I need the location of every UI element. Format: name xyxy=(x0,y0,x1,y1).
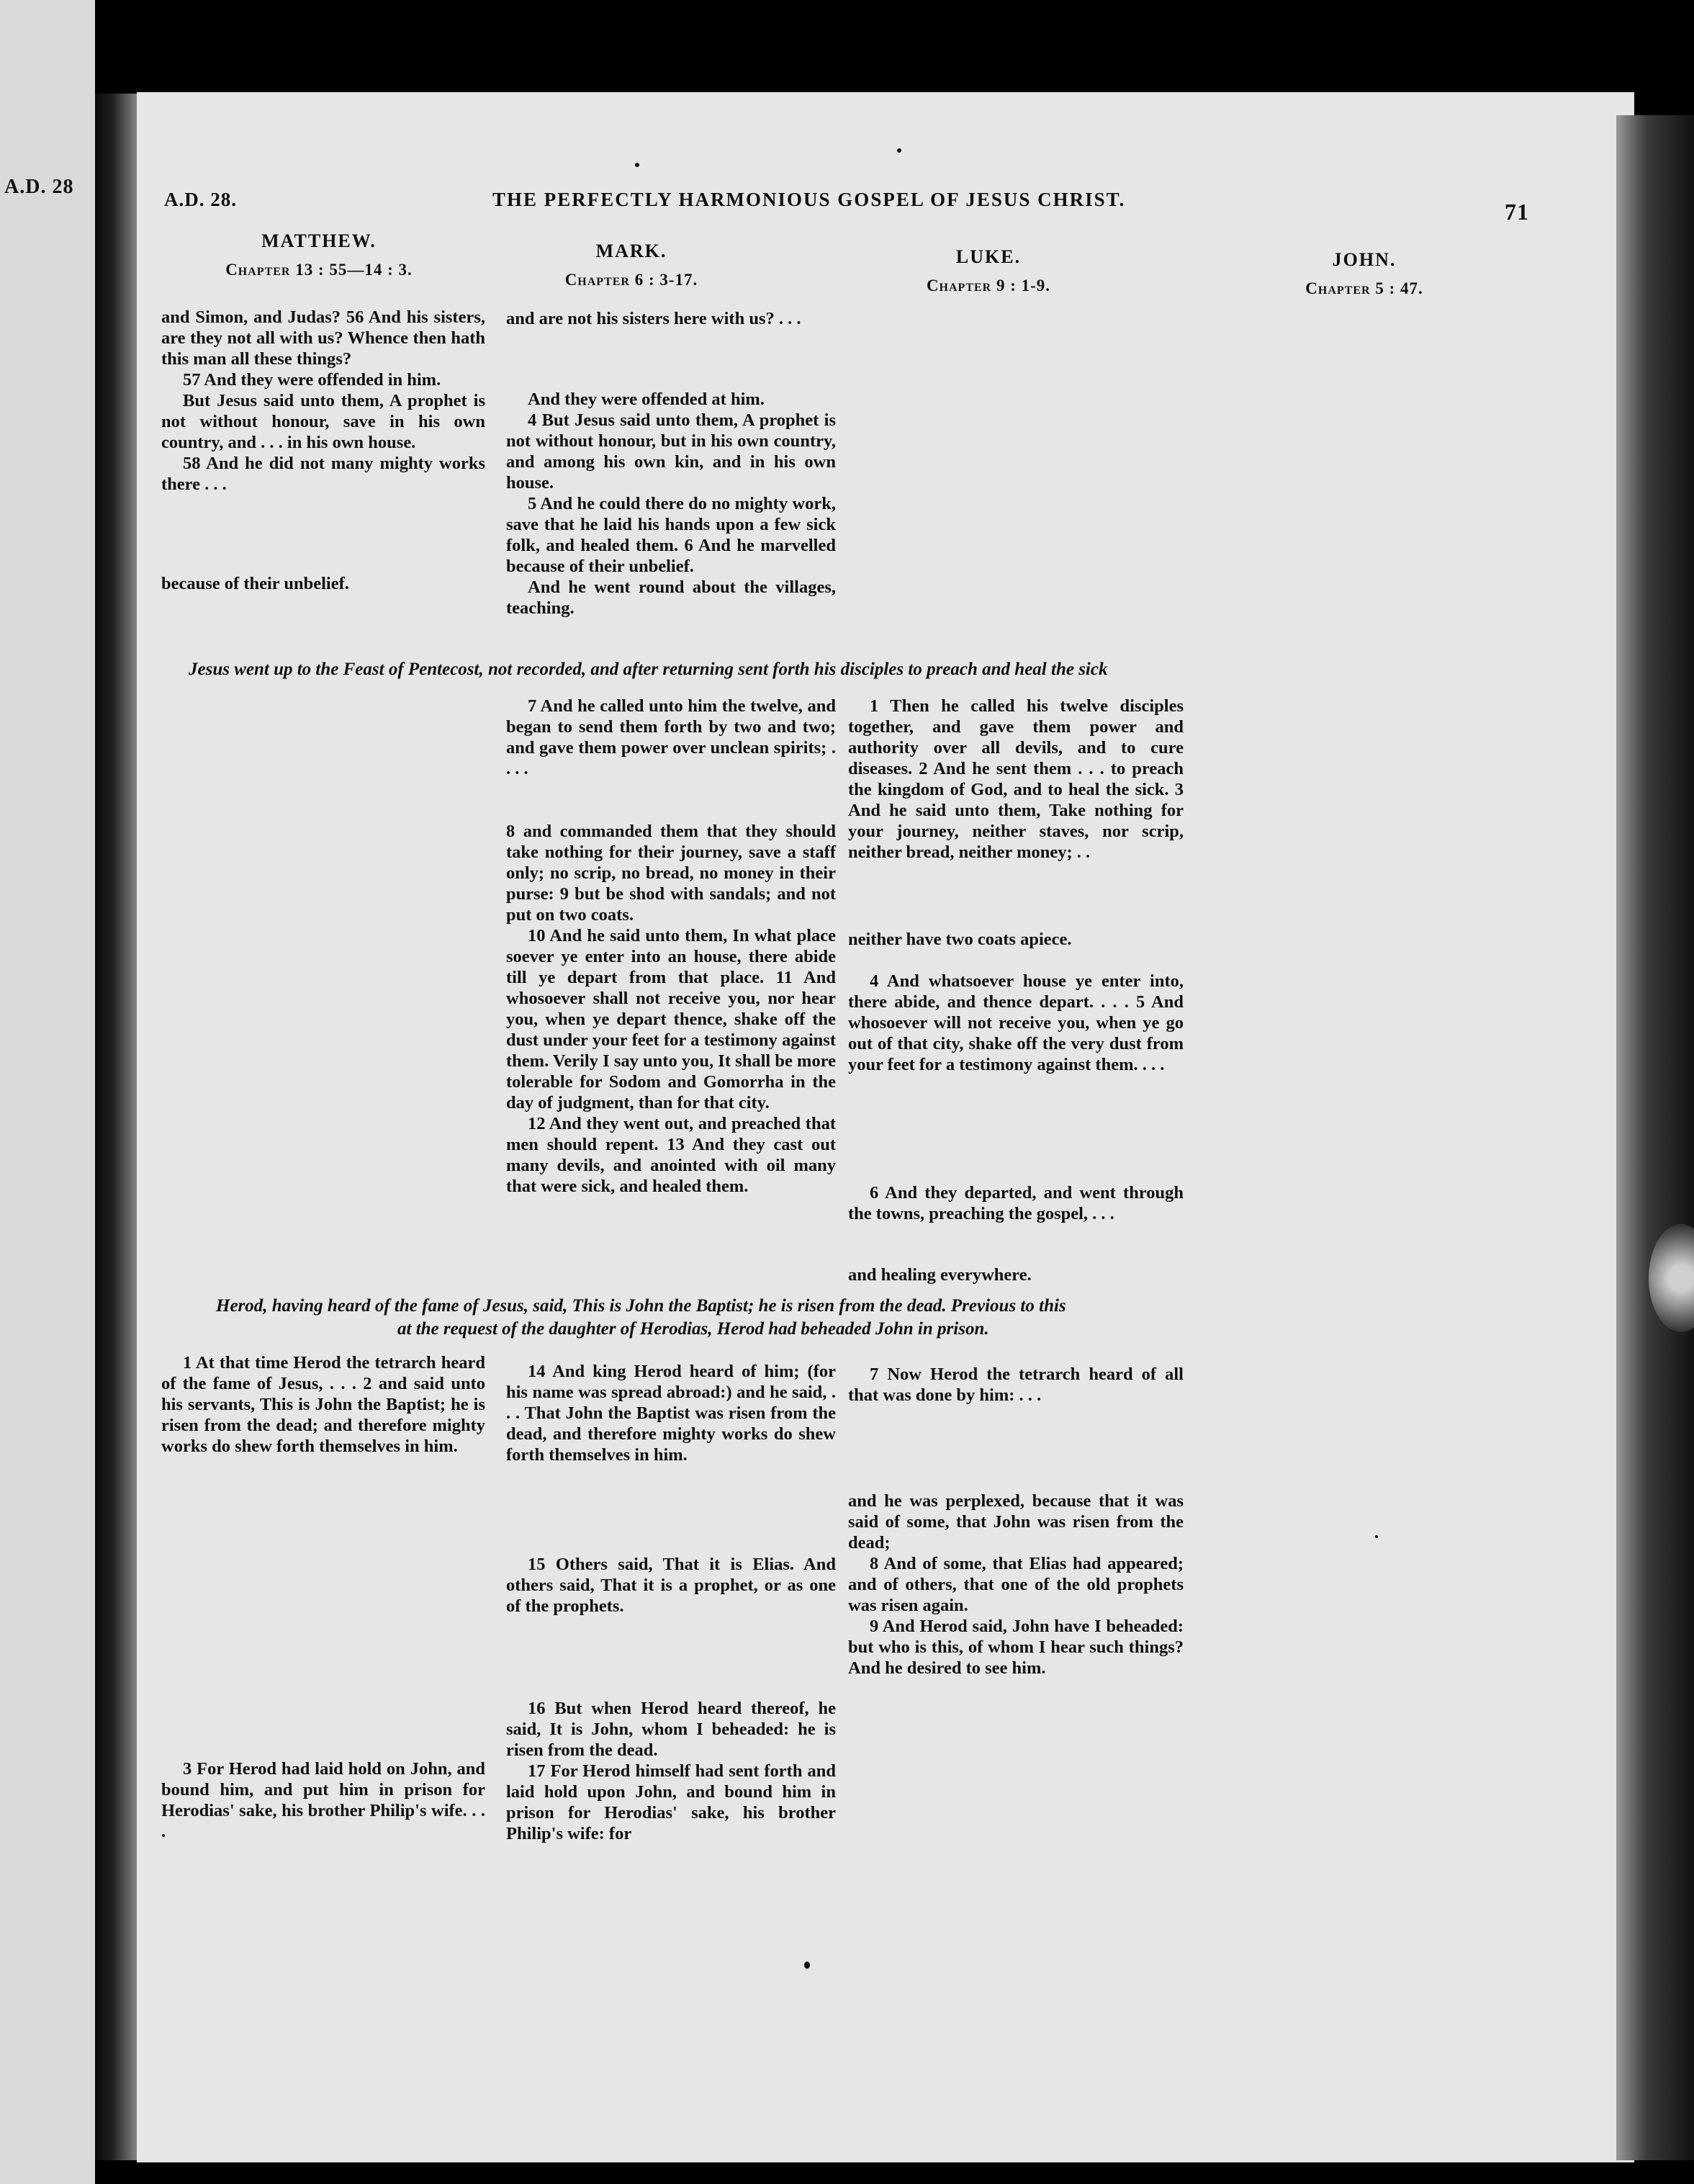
gospel-name: MATTHEW. xyxy=(261,230,377,251)
mark-passage-3c: 16 But when Herod heard thereof, he said, It is John, whom I beheaded: he is risen from the dead. 17 For Herod himself had sent forth and laid hold upon John, and bound him in prison for Herodias' sake, his brother Philip's wife: for xyxy=(506,1699,836,1843)
section-heading-herod-line-1: Herod, having heard of the fame of Jesus, said, This is John the Baptist; he is risen from the dead. Previous to this xyxy=(216,1296,1066,1316)
mark-passage-2a: 7 And he called unto him the twelve, and began to send them forth by two and two; and gave them power over unclean spirits; . . . . xyxy=(506,696,836,778)
chapter-ref: Chapter 13 : 55—14 : 3. xyxy=(225,261,413,279)
luke-passage-2a: 1 Then he called his twelve disciples together, and gave them power and authority over all devils, and to cure diseases. 2 And he sent them . . . to preach the kingdom of God, and to heal the sick. 3 And he said unto them, Take nothing for your journey, neither staves, nor scrip, neither bread, neither money; . . xyxy=(848,696,1184,862)
mark-passage-3a: 14 And king Herod heard of him; (for his name was spread abroad:) and he said, . . . That John the Baptist was risen from the dead, and therefore mighty works do shew forth themselves in him. xyxy=(506,1362,836,1465)
column-head-mark xyxy=(491,241,772,289)
matthew-passage-3a: 1 At that time Herod the tetrarch heard of the fame of Jesus, . . . 2 and said unto his servants, This is John the Baptist; he is risen from the dead; and therefore mighty works do shew forth themselves in him. xyxy=(161,1353,485,1456)
mark-passage-2b: 8 and commanded them that they should take nothing for their journey, save a staff only; no scrip, no bread, no money in their purse: 9 but be shod with sandals; and not put on two coats. 10 And he said unto them, In what place soever ye enter into an house, there abide till ye depart from that place. 11 And whosoever shall not receive you, nor hear you, when ye depart thence, shake off the dust under your feet for a testimony against them. Verily I say unto you, It shall be more tolerable for Sodom and Gomorrha in the day of judgment, than for that city. 12 And they went out, and preached that men should repent. 13 And they cast out many devils, and anointed with oil many that were sick, and healed them. xyxy=(506,822,836,1196)
luke-passage-2c: 4 And whatsoever house ye enter into, there abide, and thence depart. . . . 5 And whosoever will not receive you, when ye go out of that city, shake off the very dust from your feet for a testimony against them. . . . xyxy=(848,971,1184,1074)
luke-passage-2d: 6 And they departed, and went through the towns, preaching the gospel, . . . xyxy=(848,1183,1184,1223)
matthew-passage-1-end: because of their unbelief. xyxy=(161,574,349,593)
running-date: A.D. 28. xyxy=(164,189,237,210)
speck xyxy=(635,163,639,167)
mark-passage-1a: and are not his sisters here with us? . . . xyxy=(506,309,801,328)
matthew-passage-3b: 3 For Herod had laid hold on John, and bound him, and put him in prison for Herodias' sake, his brother Philip's wife. . . . xyxy=(161,1759,485,1841)
matthew-passage-1: and Simon, and Judas? 56 And his sisters, are they not all with us? Whence then hath this man all these things? 57 And they were offended in him. But Jesus said unto them, A prophet is not without honour, save in his own country, and . . . in his own house. 58 And he did not many mighty works there . . . xyxy=(161,307,485,494)
column-head-john xyxy=(1224,249,1505,298)
binding-shadow xyxy=(95,94,138,2160)
speck xyxy=(1375,1535,1378,1538)
column-head-matthew xyxy=(179,230,459,279)
mark-passage-3b: 15 Others said, That it is Elias. And others said, That it is a prophet, or as one of the prophets. xyxy=(506,1555,836,1616)
column-head-luke xyxy=(848,246,1129,295)
luke-passage-2e: and healing everywhere. xyxy=(848,1265,1032,1285)
gospel-name: JOHN. xyxy=(1332,249,1397,270)
page-edge-shadow xyxy=(1616,115,1694,2160)
mark-passage-1b: And they were offended at him. 4 But Jesus said unto them, A prophet is not without honour, but in his own country, and among his own kin, and in his own house. 5 And he could there do no mighty work, save that he laid his hands upon a few sick folk, and healed them. 6 And he marvelled because of their unbelief. And he went round about the villages, teaching. xyxy=(506,390,836,618)
section-heading-pentecost: Jesus went up to the Feast of Pentecost, not recorded, and after returning sent forth his disciples to preach and heal the sick xyxy=(189,660,1108,679)
luke-passage-3b: and he was perplexed, because that it was said of some, that John was risen from the dead; 8 And of some, that Elias had appeared; and of others, that one of the old prophets was risen again. 9 And Herod said, John have I beheaded: but who is this, of whom I hear such things? And he desired to see him. xyxy=(848,1491,1184,1678)
speck xyxy=(897,148,901,153)
luke-passage-3a: 7 Now Herod the tetrarch heard of all that was done by him: . . . xyxy=(848,1365,1184,1405)
previous-page-date: A.D. 28 xyxy=(4,176,74,198)
page-number: 71 xyxy=(1505,199,1529,225)
speck xyxy=(804,1961,810,1969)
gospel-name: MARK. xyxy=(595,241,667,261)
running-title: THE PERFECTLY HARMONIOUS GOSPEL OF JESUS CHRIST. xyxy=(492,189,1126,210)
gospel-name: LUKE. xyxy=(955,246,1022,267)
chapter-ref: Chapter 6 : 3-17. xyxy=(564,271,698,289)
previous-page-strip xyxy=(0,0,95,2184)
luke-passage-2b: neither have two coats apiece. xyxy=(848,930,1072,949)
chapter-ref: Chapter 5 : 47. xyxy=(1305,279,1423,297)
chapter-ref: Chapter 9 : 1-9. xyxy=(926,277,1051,295)
section-heading-herod-line-2: at the request of the daughter of Herodias, Herod had beheaded John in prison. xyxy=(397,1319,989,1339)
